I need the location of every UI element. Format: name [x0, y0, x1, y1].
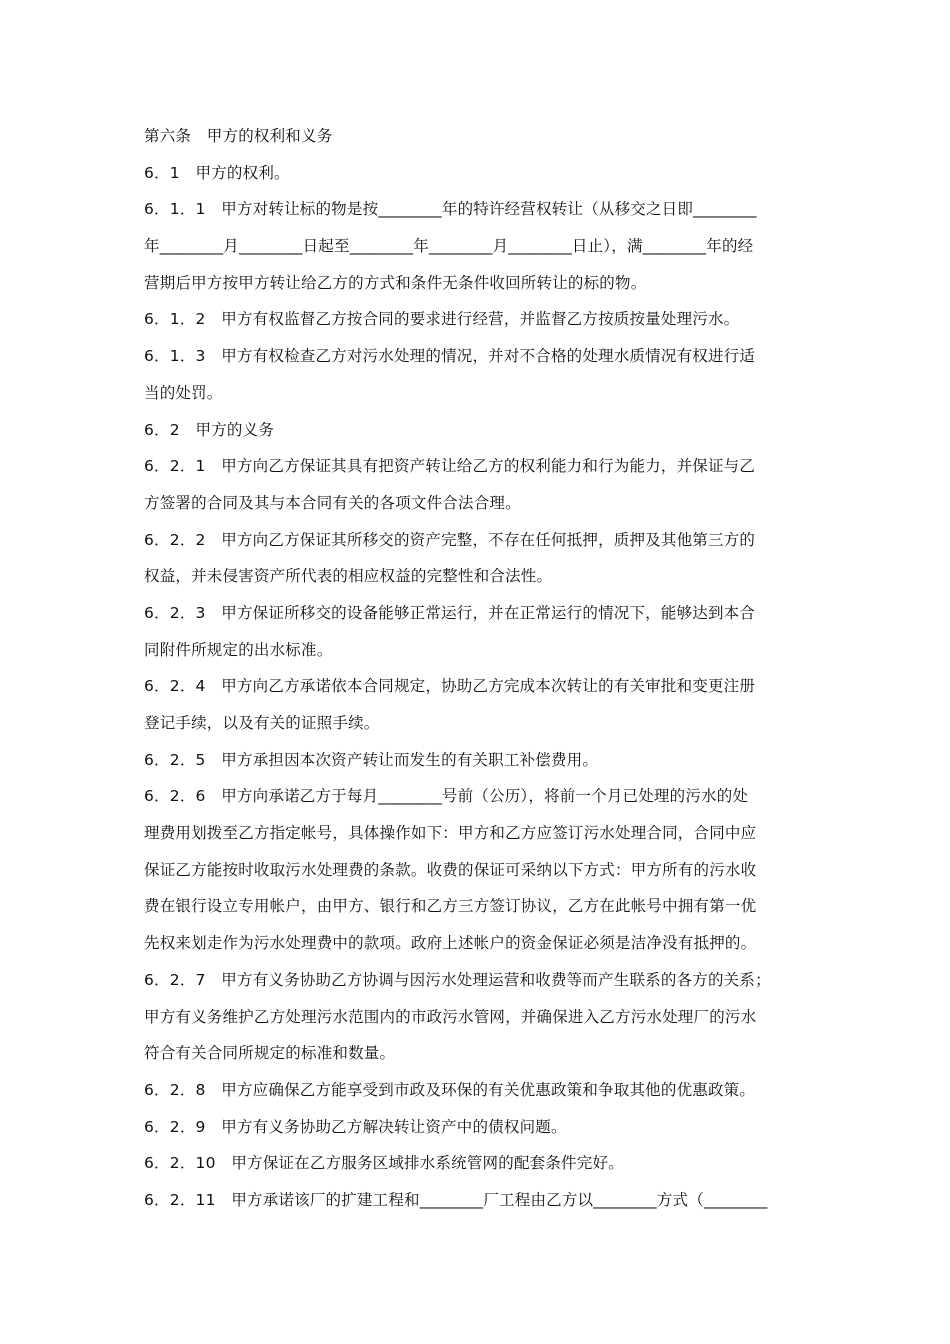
- paragraph-line: 先权来划走作为污水处理费中的款项。政府上述帐户的资金保证必须是洁净没有抵押的。: [144, 934, 757, 953]
- section-heading: 6．2 甲方的义务: [144, 420, 275, 439]
- paragraph-line: 6．1．2 甲方有权监督乙方按合同的要求进行经营，并监督乙方按质按量处理污水。: [144, 310, 740, 329]
- paragraph-line: 年________月________日起至________年________月________日止），满________年的经: [144, 237, 754, 256]
- paragraph-line: 当的处罚。: [144, 383, 223, 402]
- paragraph-line: 同附件所规定的出水标准。: [144, 640, 333, 659]
- paragraph-line: 理费用划拨至乙方指定帐号，具体操作如下：甲方和乙方应签订污水处理合同，合同中应: [144, 824, 757, 843]
- paragraph-line: 6．2．11 甲方承诺该厂的扩建工程和________厂工程由乙方以________方式（________: [144, 1190, 768, 1209]
- paragraph-line: 权益，并未侵害资产所代表的相应权益的完整性和合法性。: [144, 567, 553, 586]
- paragraph-line: 6．2．8 甲方应确保乙方能享受到市政及环保的有关优惠政策和争取其他的优惠政策。: [144, 1080, 756, 1099]
- paragraph-line: 甲方有义务维护乙方处理污水范围内的市政污水管网，并确保进入乙方污水处理厂的污水: [144, 1007, 757, 1026]
- paragraph-line: 保证乙方能按时收取污水处理费的条款。收费的保证可采纳以下方式：甲方所有的污水收: [144, 860, 757, 879]
- paragraph-line: 6．1．3 甲方有权检查乙方对污水处理的情况，并对不合格的处理水质情况有权进行适: [144, 347, 756, 366]
- paragraph-line: 登记手续，以及有关的证照手续。: [144, 714, 380, 732]
- paragraph-line: 6．2．5 甲方承担因本次资产转让而发生的有关职工补偿费用。: [144, 750, 599, 769]
- paragraph-line: 6．2．7 甲方有义务协助乙方协调与因污水处理运营和收费等而产生联系的各方的关系；: [144, 970, 771, 989]
- paragraph-line: 方签署的合同及其与本合同有关的各项文件合法合理。: [144, 493, 521, 512]
- section-heading: 6．1 甲方的权利。: [144, 163, 290, 182]
- paragraph-line: 6．2．9 甲方有义务协助乙方解决转让资产中的债权问题。: [144, 1117, 567, 1136]
- paragraph-line: 6．2．2 甲方向乙方保证其所移交的资产完整，不存在任何抵押，质押及其他第三方的: [144, 530, 756, 549]
- paragraph-line: 6．2．6 甲方向承诺乙方于每月________号前（公历），将前一个月已处理的污水的处: [144, 787, 749, 806]
- article-heading: 第六条 甲方的权利和义务: [144, 127, 333, 145]
- paragraph-line: 符合有关合同所规定的标准和数量。: [144, 1044, 396, 1063]
- paragraph-line: 6．2．3 甲方保证所移交的设备能够正常运行，并在正常运行的情况下，能够达到本合: [144, 603, 756, 622]
- paragraph-line: 营期后甲方按甲方转让给乙方的方式和条件无条件收回所转让的标的物。: [144, 273, 647, 292]
- document-body: [144, 118, 808, 1219]
- paragraph-line: 费在银行设立专用帐户，由甲方、银行和乙方三方签订协议，乙方在此帐号中拥有第一优: [144, 897, 757, 916]
- paragraph-line: 6．1．1 甲方对转让标的物是按________年的特许经营权转让（从移交之日即________: [144, 200, 757, 219]
- paragraph-line: 6．2．1 甲方向乙方保证其具有把资产转让给乙方的权利能力和行为能力，并保证与乙: [144, 457, 756, 476]
- paragraph-line: 6．2．10 甲方保证在乙方服务区域排水系统管网的配套条件完好。: [144, 1154, 624, 1173]
- paragraph-line: 6．2．4 甲方向乙方承诺依本合同规定，协助乙方完成本次转让的有关审批和变更注册: [144, 677, 756, 696]
